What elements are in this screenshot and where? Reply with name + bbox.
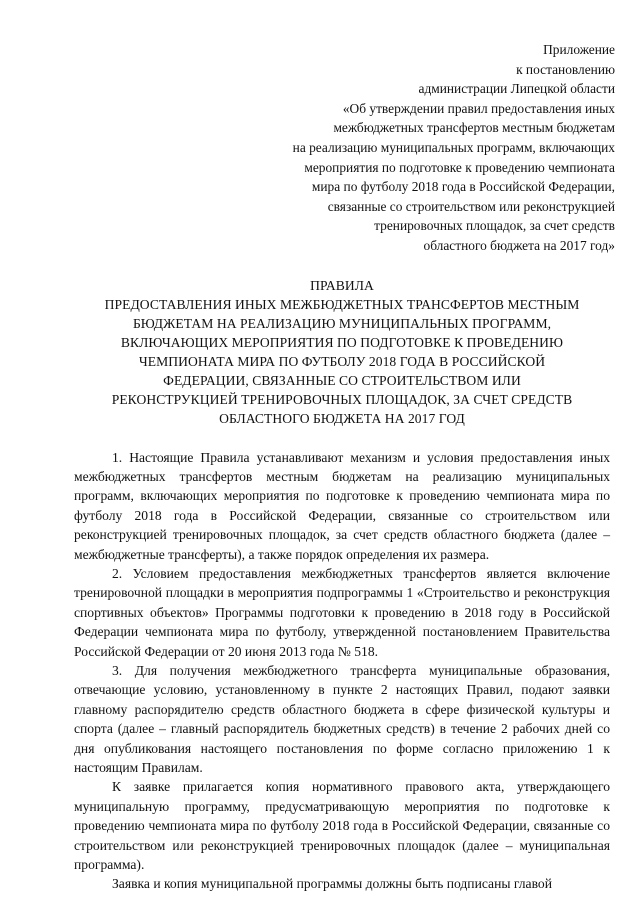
document-body — [74, 448, 610, 894]
appendix-line: областного бюджета на 2017 год» — [423, 237, 615, 253]
document-title — [74, 276, 610, 428]
title-line: ФЕДЕРАЦИИ, СВЯЗАННЫЕ СО СТРОИТЕЛЬСТВОМ ИЛИ — [163, 372, 521, 388]
title-line: БЮДЖЕТАМ НА РЕАЛИЗАЦИЮ МУНИЦИПАЛЬНЫХ ПРОГРАММ, — [132, 315, 552, 331]
appendix-line: на реализацию муниципальных программ, включающих — [292, 139, 615, 155]
appendix-line: администрации Липецкой области — [418, 81, 615, 97]
title-line: ВКЛЮЧАЮЩИХ МЕРОПРИЯТИЯ ПО ПОДГОТОВКЕ К ПРОВЕДЕНИЮ — [120, 334, 564, 350]
title-line: ЧЕМПИОНАТА МИРА ПО ФУТБОЛУ 2018 ГОДА В РОССИЙСКОЙ — [138, 353, 546, 369]
appendix-line: связанные со строительством или реконструкцией — [327, 198, 615, 214]
appendix-line: Приложение — [543, 42, 615, 57]
paragraph-3: 3. Для получения межбюджетного трансферта муниципальные образования, отвечающие условию, установленному в пункте 2 настоящих Правил, подают заявки главному распорядителю средств областного бюджета в сфере физической культуры и спорта (далее – главный распорядитель бюджетных средств) в течение 2 рабочих дней со дня опубликования настоящего постановления по форме согласно приложению 1 к настоящим Правилам. — [74, 663, 610, 776]
paragraph-1: 1. Настоящие Правила устанавливают механизм и условия предоставления иных межбюджетных трансфертов местным бюджетам на реализацию муниципальных программ, включающих мероприятия по подготовке к проведению чемпионата мира по футболу 2018 года в Российской Федерации, связанные со строительством или реконструкцией тренировочных площадок, за счет средств областного бюджета (далее – межбюджетные трансферты), а также порядок определения их размера. — [74, 449, 610, 562]
paragraph-attachment: К заявке прилагается копия нормативного правового акта, утверждающего муниципальную программу, предусматривающую мероприятия по подготовке к проведению чемпионата мира по футболу 2018 года в Российской Федерации, связанные со строительством или реконструкцией тренировочных площадок (далее – муниципальная программа). — [74, 779, 610, 873]
appendix-line: тренировочных площадок, за счет средств — [374, 218, 615, 234]
title-line: ПРЕДОСТАВЛЕНИЯ ИНЫХ МЕЖБЮДЖЕТНЫХ ТРАНСФЕРТОВ МЕСТНЫМ — [104, 296, 580, 312]
paragraph-2: 2. Условием предоставления межбюджетных трансфертов является включение тренировочной площадки в мероприятия подпрограммы 1 «Строительство и реконструкция спортивных объектов» Программы подготовки к проведению в 2018 году в Российской Федерации чемпионата мира по футболу, утвержденной постановлением Правительства Российской Федерации от 20 июня 2013 года № 518. — [74, 565, 610, 659]
title-line: РЕКОНСТРУКЦИЕЙ ТРЕНИРОВОЧНЫХ ПЛОЩАДОК, ЗА СЧЕТ СРЕДСТВ — [111, 391, 573, 407]
appendix-line: мира по футболу 2018 года в Российской Федерации, — [311, 179, 615, 195]
appendix-line: мероприятия по подготовке к проведению чемпионата — [304, 159, 615, 175]
paragraph-signature: Заявка и копия муниципальной программы должны быть подписаны главой — [112, 876, 552, 892]
appendix-line: «Об утверждении правил предоставления иных — [342, 100, 615, 116]
title-heading: ПРАВИЛА — [310, 277, 374, 293]
appendix-header — [74, 40, 615, 256]
appendix-line: межбюджетных трансфертов местным бюджетам — [333, 120, 615, 136]
title-line: ОБЛАСТНОГО БЮДЖЕТА НА 2017 ГОД — [219, 410, 465, 426]
appendix-line: к постановлению — [516, 61, 615, 77]
